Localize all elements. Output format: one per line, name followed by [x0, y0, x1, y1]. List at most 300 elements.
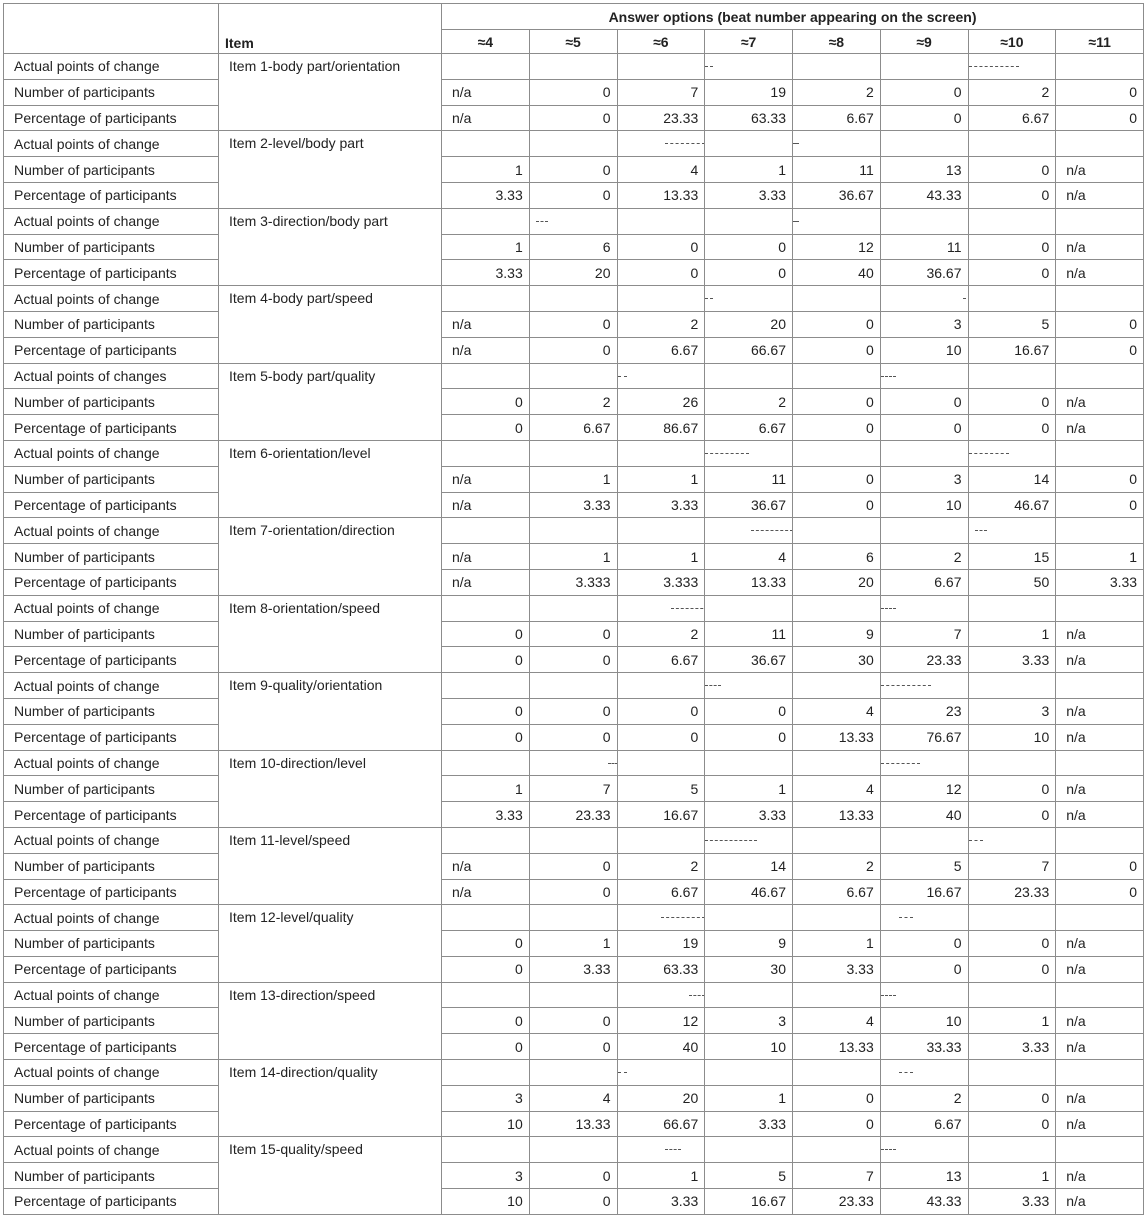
actual-points-row — [4, 1137, 1144, 1163]
row-label: Actual points of change — [4, 208, 219, 234]
change-marker — [608, 763, 617, 764]
table-cell: 33.33 — [880, 1034, 968, 1060]
table-cell: 6.67 — [617, 337, 705, 363]
table-cell: 0 — [705, 698, 793, 724]
change-marker — [793, 221, 799, 222]
table-cell: 6.67 — [880, 569, 968, 595]
table-cell: 16.67 — [617, 802, 705, 828]
table-cell: 3.333 — [617, 569, 705, 595]
table-cell: 0 — [968, 956, 1056, 982]
number-row — [4, 698, 1144, 724]
table-cell: 13.33 — [705, 569, 793, 595]
table-cell: 4 — [793, 698, 881, 724]
change-marker-cell — [705, 1137, 793, 1163]
table-cell: 6.67 — [617, 879, 705, 905]
number-row — [4, 1163, 1144, 1189]
change-marker-cell — [442, 827, 530, 853]
change-marker-cell — [705, 131, 793, 157]
row-label: Percentage of participants — [4, 1034, 219, 1060]
row-label: Number of participants — [4, 931, 219, 957]
table-cell: n/a — [442, 79, 530, 105]
row-label: Actual points of change — [4, 595, 219, 621]
change-marker-cell — [880, 131, 968, 157]
table-cell: n/a — [1056, 415, 1144, 441]
change-marker-cell — [529, 595, 617, 621]
change-marker-cell — [529, 673, 617, 699]
table-cell: n/a — [1056, 260, 1144, 286]
table-cell: 76.67 — [880, 724, 968, 750]
change-marker-cell — [880, 286, 968, 312]
percentage-row — [4, 647, 1144, 673]
table-cell: 5 — [617, 776, 705, 802]
table-cell: 0 — [617, 724, 705, 750]
table-cell: 1 — [617, 466, 705, 492]
change-marker-cell — [617, 673, 705, 699]
table-cell: 0 — [793, 1111, 881, 1137]
table-cell: 2 — [880, 1085, 968, 1111]
row-label: Actual points of change — [4, 1137, 219, 1163]
change-marker-cell — [1056, 1137, 1144, 1163]
actual-points-row — [4, 905, 1144, 931]
actual-points-row — [4, 750, 1144, 776]
change-marker-cell — [968, 208, 1056, 234]
change-marker-cell — [880, 1060, 968, 1086]
actual-points-row — [4, 827, 1144, 853]
change-marker — [705, 685, 721, 686]
table-cell: 0 — [793, 1085, 881, 1111]
table-cell: 0 — [880, 956, 968, 982]
number-row — [4, 776, 1144, 802]
row-label: Number of participants — [4, 79, 219, 105]
column-header: ≈4 — [442, 30, 530, 54]
table-cell: 3 — [880, 311, 968, 337]
table-cell: n/a — [442, 466, 530, 492]
change-marker-cell — [529, 363, 617, 389]
table-cell: 0 — [442, 956, 530, 982]
change-marker — [881, 685, 931, 686]
change-marker-cell — [1056, 131, 1144, 157]
change-marker-cell — [1056, 905, 1144, 931]
change-marker-cell — [442, 131, 530, 157]
actual-points-row — [4, 208, 1144, 234]
change-marker-cell — [705, 750, 793, 776]
table-cell: 43.33 — [880, 1189, 968, 1215]
change-marker-cell — [1056, 518, 1144, 544]
change-marker-cell — [617, 595, 705, 621]
table-cell: 0 — [880, 415, 968, 441]
change-marker — [793, 143, 799, 144]
table-cell: 1 — [442, 157, 530, 183]
table-cell: 30 — [705, 956, 793, 982]
change-marker-cell — [968, 131, 1056, 157]
table-cell: 3.33 — [705, 802, 793, 828]
table-cell: 0 — [442, 931, 530, 957]
table-cell: n/a — [1056, 1111, 1144, 1137]
table-cell: n/a — [1056, 931, 1144, 957]
table-cell: 0 — [529, 647, 617, 673]
table-cell: 0 — [968, 389, 1056, 415]
table-cell: n/a — [1056, 1085, 1144, 1111]
results-table — [3, 3, 1144, 1215]
change-marker-cell — [968, 518, 1056, 544]
table-cell: 1 — [705, 157, 793, 183]
column-header: ≈10 — [968, 30, 1056, 54]
table-cell: n/a — [1056, 802, 1144, 828]
change-marker-cell — [793, 1060, 881, 1086]
item-name: Item 12-level/quality — [219, 905, 442, 982]
table-cell: 66.67 — [705, 337, 793, 363]
table-cell: 14 — [968, 466, 1056, 492]
table-cell: 19 — [705, 79, 793, 105]
change-marker-cell — [793, 363, 881, 389]
change-marker — [881, 995, 896, 996]
table-cell: 0 — [705, 234, 793, 260]
change-marker-cell — [705, 363, 793, 389]
table-cell: 12 — [880, 776, 968, 802]
change-marker-cell — [442, 363, 530, 389]
item-name: Item 15-quality/speed — [219, 1137, 442, 1214]
row-label: Actual points of change — [4, 440, 219, 466]
table-cell: 3.33 — [617, 492, 705, 518]
change-marker-cell — [880, 208, 968, 234]
change-marker-cell — [793, 208, 881, 234]
change-marker-cell — [880, 673, 968, 699]
table-cell: 2 — [617, 621, 705, 647]
table-cell: 10 — [442, 1111, 530, 1137]
table-cell: n/a — [1056, 1189, 1144, 1215]
item-name: Item 1-body part/orientation — [219, 54, 442, 131]
actual-points-row — [4, 982, 1144, 1008]
change-marker-cell — [442, 286, 530, 312]
actual-points-row — [4, 363, 1144, 389]
row-label: Percentage of participants — [4, 569, 219, 595]
change-marker-cell — [793, 595, 881, 621]
row-label: Actual points of change — [4, 54, 219, 80]
change-marker-cell — [793, 982, 881, 1008]
table-cell: 0 — [793, 389, 881, 415]
table-cell: 7 — [793, 1163, 881, 1189]
change-marker — [618, 1072, 627, 1073]
table-cell: 4 — [617, 157, 705, 183]
table-cell: 0 — [880, 105, 968, 131]
change-marker-cell — [529, 54, 617, 80]
change-marker-cell — [793, 440, 881, 466]
change-marker — [969, 66, 1019, 67]
table-cell: n/a — [442, 311, 530, 337]
change-marker — [705, 453, 749, 454]
row-label: Number of participants — [4, 157, 219, 183]
number-row — [4, 311, 1144, 337]
table-cell: 13.33 — [617, 182, 705, 208]
table-cell: 1 — [617, 544, 705, 570]
table-cell: 10 — [880, 492, 968, 518]
column-header: ≈9 — [880, 30, 968, 54]
table-cell: n/a — [442, 879, 530, 905]
table-cell: 9 — [705, 931, 793, 957]
table-cell: 0 — [529, 1008, 617, 1034]
table-cell: 20 — [705, 311, 793, 337]
table-cell: 86.67 — [617, 415, 705, 441]
change-marker-cell — [1056, 440, 1144, 466]
row-label: Percentage of participants — [4, 724, 219, 750]
actual-points-row — [4, 54, 1144, 80]
table-cell: 13 — [880, 1163, 968, 1189]
change-marker-cell — [529, 440, 617, 466]
table-cell: 36.67 — [880, 260, 968, 286]
number-row — [4, 931, 1144, 957]
table-cell: 10 — [880, 1008, 968, 1034]
change-marker-cell — [968, 827, 1056, 853]
percentage-row — [4, 569, 1144, 595]
number-row — [4, 621, 1144, 647]
table-cell: 66.67 — [617, 1111, 705, 1137]
table-cell: 0 — [1056, 466, 1144, 492]
table-cell: 13.33 — [793, 724, 881, 750]
table-cell: 1 — [1056, 544, 1144, 570]
row-label: Percentage of participants — [4, 260, 219, 286]
row-label: Actual points of change — [4, 982, 219, 1008]
table-cell: 1 — [705, 776, 793, 802]
row-label: Actual points of change — [4, 827, 219, 853]
table-cell: 10 — [705, 1034, 793, 1060]
table-cell: 1 — [617, 1163, 705, 1189]
change-marker-cell — [968, 905, 1056, 931]
table-cell: 3 — [968, 698, 1056, 724]
item-name: Item 2-level/body part — [219, 131, 442, 208]
change-marker-cell — [968, 1060, 1056, 1086]
item-name: Item 8-orientation/speed — [219, 595, 442, 672]
change-marker-cell — [529, 518, 617, 544]
table-cell: 3.33 — [1056, 569, 1144, 595]
change-marker-cell — [529, 827, 617, 853]
table-cell: 5 — [880, 853, 968, 879]
table-cell: n/a — [1056, 647, 1144, 673]
change-marker-cell — [442, 750, 530, 776]
change-marker-cell — [705, 440, 793, 466]
change-marker-cell — [1056, 827, 1144, 853]
table-cell: 0 — [793, 415, 881, 441]
table-cell: 20 — [793, 569, 881, 595]
change-marker — [881, 763, 920, 764]
item-name: Item 4-body part/speed — [219, 286, 442, 363]
table-cell: 3.33 — [617, 1189, 705, 1215]
table-cell: 0 — [442, 647, 530, 673]
percentage-row — [4, 956, 1144, 982]
table-cell: 0 — [529, 621, 617, 647]
change-marker-cell — [442, 54, 530, 80]
row-label: Number of participants — [4, 466, 219, 492]
column-header: ≈6 — [617, 30, 705, 54]
table-cell: 0 — [968, 776, 1056, 802]
row-label: Percentage of participants — [4, 956, 219, 982]
row-label: Actual points of change — [4, 1060, 219, 1086]
item-name: Item 3-direction/body part — [219, 208, 442, 285]
table-cell: 3.33 — [442, 802, 530, 828]
change-marker-cell — [705, 905, 793, 931]
change-marker-cell — [968, 673, 1056, 699]
table-cell: 10 — [880, 337, 968, 363]
table-cell: 20 — [617, 1085, 705, 1111]
change-marker-cell — [880, 595, 968, 621]
table-cell: 0 — [705, 724, 793, 750]
actual-points-row — [4, 131, 1144, 157]
number-row — [4, 1085, 1144, 1111]
change-marker-cell — [1056, 208, 1144, 234]
change-marker-cell — [617, 750, 705, 776]
change-marker-cell — [880, 750, 968, 776]
table-cell: 1 — [442, 776, 530, 802]
change-marker-cell — [617, 286, 705, 312]
table-cell: n/a — [442, 492, 530, 518]
table-cell: 3.33 — [968, 647, 1056, 673]
table-cell: n/a — [442, 337, 530, 363]
change-marker-cell — [529, 982, 617, 1008]
change-marker-cell — [1056, 54, 1144, 80]
table-cell: 2 — [617, 311, 705, 337]
change-marker-cell — [705, 54, 793, 80]
change-marker — [969, 453, 1009, 454]
table-cell: 9 — [793, 621, 881, 647]
table-cell: 20 — [529, 260, 617, 286]
row-label: Actual points of change — [4, 518, 219, 544]
change-marker-cell — [968, 54, 1056, 80]
change-marker-cell — [968, 750, 1056, 776]
table-cell: 23.33 — [617, 105, 705, 131]
table-cell: n/a — [1056, 956, 1144, 982]
table-cell: 1 — [968, 621, 1056, 647]
table-cell: 0 — [793, 466, 881, 492]
table-cell: 0 — [442, 1034, 530, 1060]
change-marker-cell — [793, 1137, 881, 1163]
row-label: Number of participants — [4, 234, 219, 260]
row-label: Number of participants — [4, 1085, 219, 1111]
change-marker — [881, 608, 896, 609]
table-cell: 6.67 — [793, 105, 881, 131]
change-marker-cell — [529, 131, 617, 157]
table-cell: 10 — [442, 1189, 530, 1215]
table-cell: 6.67 — [793, 879, 881, 905]
table-cell: 0 — [968, 931, 1056, 957]
change-marker-cell — [442, 518, 530, 544]
change-marker-cell — [705, 286, 793, 312]
table-cell: 2 — [793, 853, 881, 879]
table-cell: 0 — [529, 1034, 617, 1060]
table-cell: 3 — [880, 466, 968, 492]
percentage-row — [4, 1111, 1144, 1137]
item-name: Item 6-orientation/level — [219, 440, 442, 517]
table-cell: 13 — [880, 157, 968, 183]
table-cell: 15 — [968, 544, 1056, 570]
table-cell: n/a — [1056, 234, 1144, 260]
row-label: Number of participants — [4, 698, 219, 724]
change-marker-cell — [617, 518, 705, 544]
change-marker-cell — [617, 131, 705, 157]
table-cell: 10 — [968, 724, 1056, 750]
change-marker-cell — [880, 905, 968, 931]
table-cell: 3.33 — [793, 956, 881, 982]
table-cell: 2 — [705, 389, 793, 415]
table-cell: 4 — [793, 776, 881, 802]
table-cell: 4 — [529, 1085, 617, 1111]
table-cell: 7 — [880, 621, 968, 647]
number-row — [4, 157, 1144, 183]
table-cell: n/a — [1056, 698, 1144, 724]
change-marker-cell — [793, 54, 881, 80]
change-marker — [881, 376, 896, 377]
table-cell: 36.67 — [705, 492, 793, 518]
change-marker — [661, 917, 705, 918]
percentage-row — [4, 1034, 1144, 1060]
table-cell: 1 — [529, 544, 617, 570]
change-marker-cell — [1056, 286, 1144, 312]
row-label: Actual points of change — [4, 673, 219, 699]
row-label: Actual points of change — [4, 286, 219, 312]
table-cell: 6.67 — [617, 647, 705, 673]
table-cell: 1 — [442, 234, 530, 260]
table-cell: 11 — [793, 157, 881, 183]
table-cell: 23.33 — [529, 802, 617, 828]
item-name: Item 11-level/speed — [219, 827, 442, 904]
table-cell: 0 — [617, 234, 705, 260]
table-cell: 16.67 — [880, 879, 968, 905]
row-label: Percentage of participants — [4, 415, 219, 441]
change-marker-cell — [968, 286, 1056, 312]
change-marker-cell — [880, 827, 968, 853]
number-row — [4, 1008, 1144, 1034]
row-label: Number of participants — [4, 311, 219, 337]
table-cell: 12 — [617, 1008, 705, 1034]
table-cell: 0 — [529, 879, 617, 905]
table-cell: n/a — [442, 105, 530, 131]
change-marker — [751, 530, 792, 531]
number-row — [4, 466, 1144, 492]
table-cell: 6.67 — [880, 1111, 968, 1137]
table-cell: 0 — [968, 157, 1056, 183]
table-cell: 40 — [880, 802, 968, 828]
percentage-row — [4, 260, 1144, 286]
percentage-row — [4, 1189, 1144, 1215]
actual-points-row — [4, 286, 1144, 312]
table-cell: 23.33 — [880, 647, 968, 673]
change-marker-cell — [880, 54, 968, 80]
table-cell: 0 — [529, 105, 617, 131]
change-marker-cell — [880, 1137, 968, 1163]
row-label: Number of participants — [4, 389, 219, 415]
change-marker — [536, 221, 548, 222]
column-header: ≈11 — [1056, 30, 1144, 54]
table-cell: 0 — [1056, 79, 1144, 105]
table-cell: 0 — [968, 415, 1056, 441]
change-marker-cell — [617, 440, 705, 466]
row-label: Percentage of participants — [4, 182, 219, 208]
row-label: Number of participants — [4, 776, 219, 802]
column-header: ≈8 — [793, 30, 881, 54]
row-label: Percentage of participants — [4, 337, 219, 363]
table-body — [4, 54, 1144, 1215]
table-cell: 0 — [1056, 311, 1144, 337]
table-cell: 0 — [529, 724, 617, 750]
table-cell: 0 — [529, 311, 617, 337]
table-cell: n/a — [1056, 1008, 1144, 1034]
change-marker-cell — [880, 982, 968, 1008]
change-marker-cell — [442, 440, 530, 466]
table-cell: 0 — [529, 182, 617, 208]
row-label: Number of participants — [4, 853, 219, 879]
change-marker-cell — [442, 1060, 530, 1086]
table-cell: 0 — [1056, 853, 1144, 879]
number-row — [4, 79, 1144, 105]
table-cell: 11 — [880, 234, 968, 260]
